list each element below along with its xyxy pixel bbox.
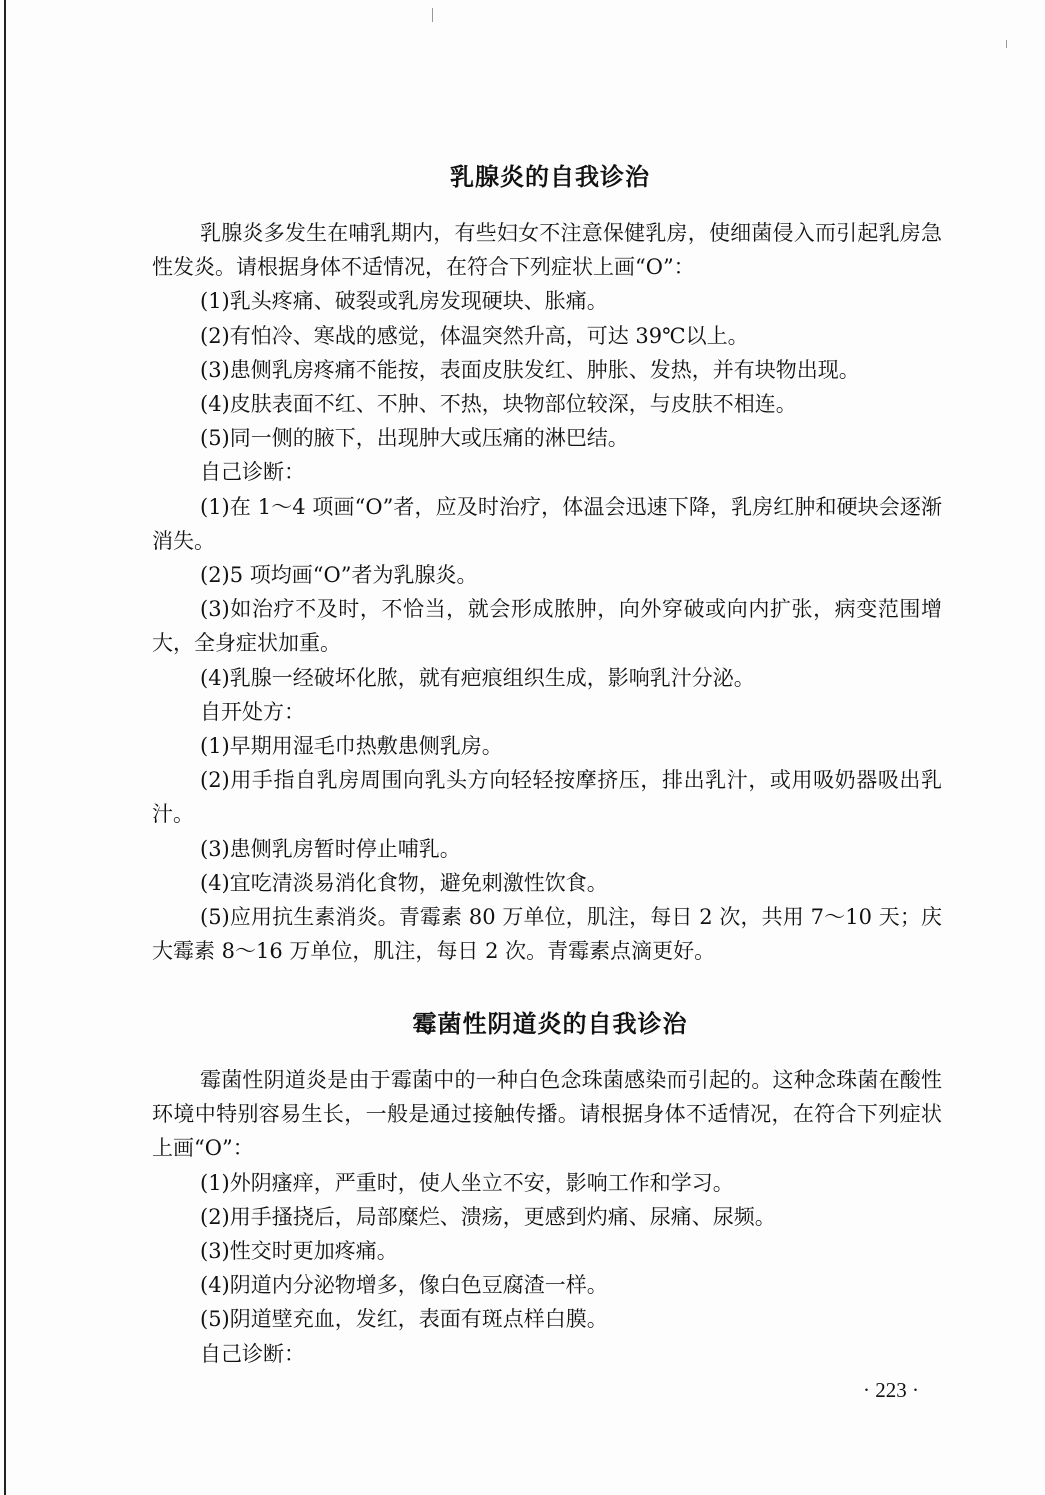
section-title-mastitis: 乳腺炎的自我诊治 bbox=[450, 163, 650, 191]
symptom-item: (2)用手搔挠后，局部糜烂、溃疡，更感到灼痛、尿痛、尿频。 bbox=[200, 1204, 776, 1229]
prescription-item: (2)用手指自乳房周围向乳头方向轻轻按摩挤压，排出乳汁，或用吸奶器吸出乳汁。 bbox=[152, 768, 942, 827]
symptom-item: (1)外阴瘙痒，严重时，使人坐立不安，影响工作和学习。 bbox=[200, 1170, 734, 1195]
symptom-item: (2)有怕冷、寒战的感觉，体温突然升高，可达 39℃以上。 bbox=[200, 323, 749, 348]
diagnosis-heading: 自己诊断： bbox=[200, 460, 305, 485]
page-number: · 223 · bbox=[863, 1378, 919, 1402]
section-body-vaginitis bbox=[152, 1063, 942, 1371]
binding-edge bbox=[4, 0, 6, 1495]
symptom-item: (3)患侧乳房疼痛不能按，表面皮肤发红、肿胀、发热，并有块物出现。 bbox=[200, 357, 860, 382]
prescription-item: (3)患侧乳房暂时停止哺乳。 bbox=[200, 836, 461, 861]
section-body-mastitis bbox=[152, 216, 942, 968]
symptom-item: (1)乳头疼痛、破裂或乳房发现硬块、胀痛。 bbox=[200, 289, 608, 314]
diagnosis-item: (2)5 项均画“O”者为乳腺炎。 bbox=[200, 562, 478, 587]
diagnosis-item: (3)如治疗不及时，不恰当，就会形成脓肿，向外穿破或向内扩张，病变范围增大，全身症状加重。 bbox=[152, 597, 942, 656]
symptom-item: (3)性交时更加疼痛。 bbox=[200, 1238, 398, 1263]
diagnosis-item: (1)在 1～4 项画“O”者，应及时治疗，体温会迅速下降，乳房红肿和硬块会逐渐消失。 bbox=[152, 494, 942, 553]
symptom-item: (4)皮肤表面不红、不肿、不热，块物部位较深，与皮肤不相连。 bbox=[200, 391, 797, 416]
section-title-vaginitis: 霉菌性阴道炎的自我诊治 bbox=[412, 1010, 688, 1038]
intro-paragraph: 霉菌性阴道炎是由于霉菌中的一种白色念珠菌感染而引起的。这种念珠菌在酸性环境中特别容易生长，一般是通过接触传播。请根据身体不适情况，在符合下列症状上画“O”： bbox=[152, 1068, 942, 1161]
prescription-item: (5)应用抗生素消炎。青霉素 80 万单位，肌注，每日 2 次，共用 7～10 天；庆大霉素 8～16 万单位，肌注，每日 2 次。青霉素点滴更好。 bbox=[152, 904, 942, 964]
prescription-item: (4)宜吃清淡易消化食物，避免刺激性饮食。 bbox=[200, 870, 608, 895]
diagnosis-heading: 自己诊断： bbox=[200, 1341, 305, 1366]
intro-paragraph: 乳腺炎多发生在哺乳期内，有些妇女不注意保健乳房，使细菌侵入而引起乳房急性发炎。请根据身体不适情况，在符合下列症状上画“O”： bbox=[152, 221, 942, 280]
symptom-item: (5)阴道壁充血，发红，表面有斑点样白膜。 bbox=[200, 1307, 608, 1332]
symptom-item: (5)同一侧的腋下，出现肿大或压痛的淋巴结。 bbox=[200, 426, 629, 451]
scan-speck bbox=[1006, 40, 1007, 48]
diagnosis-item: (4)乳腺一经破坏化脓，就有疤痕组织生成，影响乳汁分泌。 bbox=[200, 665, 755, 690]
prescription-heading: 自开处方： bbox=[200, 699, 305, 724]
scan-speck bbox=[432, 8, 433, 22]
symptom-item: (4)阴道内分泌物增多，像白色豆腐渣一样。 bbox=[200, 1273, 608, 1298]
prescription-item: (1)早期用湿毛巾热敷患侧乳房。 bbox=[200, 733, 503, 758]
